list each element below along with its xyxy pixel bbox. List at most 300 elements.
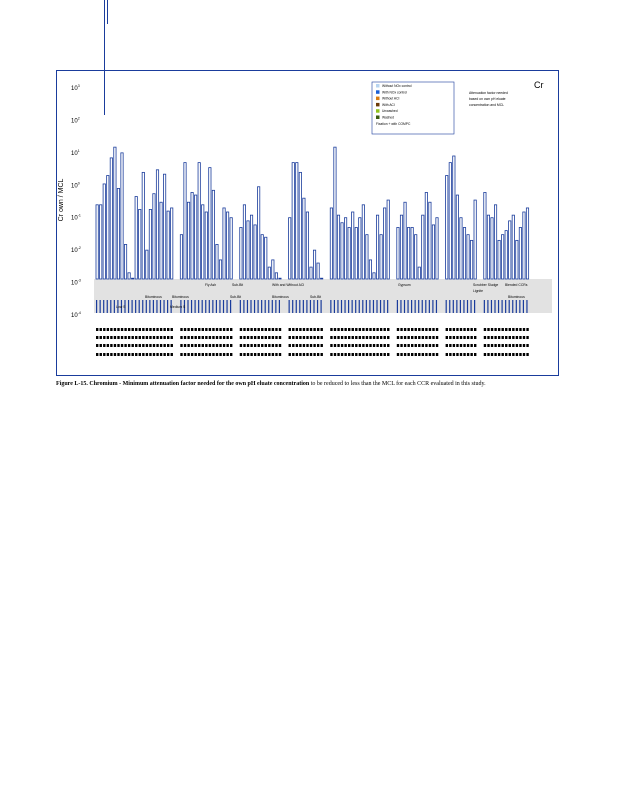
sample-code-mark (299, 336, 301, 339)
bar-base-tick (258, 300, 259, 313)
sample-code-mark (132, 328, 134, 331)
sample-code-mark (254, 328, 256, 331)
bar (142, 172, 144, 279)
bar-base-tick (310, 300, 311, 313)
caption-text: to be reduced to less than the MCL for each CCR evaluated in this study. (310, 381, 486, 387)
sample-code-mark (146, 328, 148, 331)
sample-code-mark (180, 344, 182, 347)
sample-code-mark (446, 344, 448, 347)
bar-base-tick (422, 300, 423, 313)
bar-base-tick (303, 300, 304, 313)
bar (275, 273, 277, 279)
sample-code-mark (359, 344, 361, 347)
sample-code-mark (373, 344, 375, 347)
sample-code-mark (299, 328, 301, 331)
group-label: Sub-Bit (232, 283, 244, 287)
legend-swatch (376, 97, 380, 101)
sample-code-mark (96, 353, 98, 356)
bar-base-tick (498, 300, 499, 313)
sample-code-mark (209, 344, 211, 347)
sample-code-mark (330, 344, 332, 347)
bar-base-tick (202, 300, 203, 313)
sample-code-mark (121, 336, 123, 339)
sample-code-mark (230, 328, 232, 331)
sample-code-mark (460, 336, 462, 339)
sample-code-mark (100, 344, 102, 347)
sample-code-mark (279, 353, 281, 356)
sample-code-mark (289, 336, 291, 339)
sample-code-mark (460, 328, 462, 331)
bar (195, 195, 197, 279)
bar-base-tick (484, 300, 485, 313)
sample-code-mark (247, 336, 249, 339)
bar (498, 240, 500, 279)
bar (212, 190, 214, 279)
sample-code-mark (279, 336, 281, 339)
group-label: Medium S (170, 305, 186, 309)
sample-code-mark (114, 336, 116, 339)
bar (272, 260, 274, 279)
sample-code-mark (268, 344, 270, 347)
bar (453, 156, 455, 279)
bar-base-tick (128, 300, 129, 313)
bar-base-tick (313, 300, 314, 313)
sample-code-mark (429, 336, 431, 339)
sample-code-mark (160, 344, 162, 347)
bar (512, 215, 514, 279)
sample-code-mark (317, 353, 319, 356)
sample-code-mark (146, 336, 148, 339)
sample-code-mark (303, 336, 305, 339)
sample-code-mark (400, 328, 402, 331)
sample-code-mark (310, 344, 312, 347)
bar-base-tick (289, 300, 290, 313)
group-label: Scrubber Sludge (473, 283, 499, 287)
sample-code-mark (187, 336, 189, 339)
bar-base-tick (355, 300, 356, 313)
y-tick-label: $10^0$ (71, 181, 80, 190)
bar (268, 267, 270, 279)
sample-code-mark (415, 336, 417, 339)
sample-code-mark (124, 344, 126, 347)
bar-base-tick (107, 300, 108, 313)
bar-base-tick (505, 300, 506, 313)
chart-title: Cr (534, 80, 544, 90)
sample-code-mark (292, 344, 294, 347)
sample-code-mark (160, 328, 162, 331)
bar (334, 147, 336, 279)
sample-code-mark (498, 344, 500, 347)
sample-code-mark (146, 353, 148, 356)
sample-code-mark (352, 353, 354, 356)
sample-code-mark (142, 344, 144, 347)
bar (153, 194, 155, 279)
bar (205, 212, 207, 279)
sample-code-mark (463, 336, 465, 339)
sample-code-mark (167, 344, 169, 347)
sample-code-mark (135, 336, 137, 339)
legend-label: Unwashed (382, 109, 398, 114)
sample-code-mark (369, 336, 371, 339)
sample-code-mark (512, 336, 514, 339)
sample-code-mark (139, 336, 141, 339)
sample-code-mark (142, 353, 144, 356)
bar-base-tick (163, 300, 164, 313)
annotation-line-3: concentration and MCL (469, 103, 505, 107)
bar (446, 176, 448, 279)
sample-code-mark (366, 336, 368, 339)
bar (494, 205, 496, 279)
bar-base-tick (219, 300, 220, 313)
bar (243, 205, 245, 279)
sample-code-mark (337, 328, 339, 331)
bar (299, 172, 301, 279)
sample-code-mark (243, 336, 245, 339)
group-label: Low S (116, 305, 126, 309)
bar (265, 237, 267, 279)
bar (306, 212, 308, 279)
sample-code-mark (306, 353, 308, 356)
bar (279, 278, 281, 279)
bar (487, 215, 489, 279)
sample-code-mark (449, 328, 451, 331)
sample-code-mark (230, 344, 232, 347)
sample-code-mark (135, 328, 137, 331)
sample-code-mark (117, 328, 119, 331)
sample-code-mark (387, 336, 389, 339)
sample-code-mark (268, 353, 270, 356)
bar-base-tick (334, 300, 335, 313)
sample-code-mark (167, 328, 169, 331)
sample-code-mark (198, 336, 200, 339)
sample-code-mark (509, 328, 511, 331)
sample-code-mark (205, 344, 207, 347)
sample-code-mark (230, 353, 232, 356)
sample-code-mark (446, 353, 448, 356)
bar (366, 235, 368, 279)
bar (449, 163, 451, 279)
sample-code-mark (376, 344, 378, 347)
y-tick-label: $10^2$ (71, 116, 80, 125)
bar (387, 200, 389, 279)
bar (418, 267, 420, 279)
bar (526, 208, 528, 279)
sample-code-mark (254, 336, 256, 339)
legend-swatch (376, 109, 380, 113)
sample-code-mark (240, 336, 242, 339)
bar-base-tick (474, 300, 475, 313)
sample-code-mark (453, 328, 455, 331)
bar (209, 168, 211, 279)
sample-code-mark (226, 344, 228, 347)
sample-code-mark (470, 336, 472, 339)
bar (463, 227, 465, 279)
bar (184, 163, 186, 279)
sample-code-mark (216, 328, 218, 331)
sample-code-mark (160, 336, 162, 339)
bar (216, 244, 218, 279)
sample-code-mark (407, 344, 409, 347)
sample-code-mark (156, 328, 158, 331)
bar-base-tick (456, 300, 457, 313)
sample-code-mark (487, 336, 489, 339)
sample-code-mark (289, 344, 291, 347)
sample-code-mark (272, 336, 274, 339)
sample-code-mark (470, 344, 472, 347)
sample-code-mark (436, 353, 438, 356)
sample-code-mark (505, 353, 507, 356)
sample-code-mark (460, 353, 462, 356)
sample-code-mark (453, 353, 455, 356)
bar (254, 225, 256, 279)
sample-code-mark (153, 353, 155, 356)
sample-code-mark (404, 336, 406, 339)
sample-code-mark (502, 353, 504, 356)
bar (376, 215, 378, 279)
bar-base-tick (195, 300, 196, 313)
sample-code-mark (250, 328, 252, 331)
sample-code-mark (344, 328, 346, 331)
sample-code-mark (467, 328, 469, 331)
sample-code-mark (240, 328, 242, 331)
sample-code-mark (195, 353, 197, 356)
bar (519, 227, 521, 279)
bar-base-tick (516, 300, 517, 313)
bar-base-tick (519, 300, 520, 313)
sample-code-mark (384, 336, 386, 339)
sample-code-mark (512, 344, 514, 347)
bar-base-tick (265, 300, 266, 313)
sample-code-mark (376, 328, 378, 331)
bar (505, 231, 507, 279)
sample-code-mark (310, 336, 312, 339)
sample-code-mark (289, 353, 291, 356)
sample-code-mark (171, 328, 173, 331)
bar (373, 273, 375, 279)
bar (404, 202, 406, 279)
sample-code-mark (124, 353, 126, 356)
bar (180, 235, 182, 279)
legend-swatch (376, 84, 380, 88)
bar (341, 223, 343, 279)
sample-code-mark (369, 344, 371, 347)
bar-base-tick (494, 300, 495, 313)
bar-base-tick (341, 300, 342, 313)
bar (219, 260, 221, 279)
sample-code-mark (467, 353, 469, 356)
sample-code-mark (212, 336, 214, 339)
sample-code-mark (226, 336, 228, 339)
bar-base-tick (139, 300, 140, 313)
sample-code-mark (352, 344, 354, 347)
sample-code-mark (156, 336, 158, 339)
bar-base-tick (407, 300, 408, 313)
bar-base-tick (279, 300, 280, 313)
sample-code-mark (400, 353, 402, 356)
bar-base-tick (487, 300, 488, 313)
legend-label: Fixation + with COMPC (376, 121, 411, 126)
sample-code-mark (299, 344, 301, 347)
sample-code-mark (219, 344, 221, 347)
sample-code-mark (523, 353, 525, 356)
bar-base-tick (268, 300, 269, 313)
bar-base-tick (135, 300, 136, 313)
sample-code-mark (149, 344, 151, 347)
sample-code-mark (103, 344, 105, 347)
sample-code-mark (362, 344, 364, 347)
bar-base-tick (292, 300, 293, 313)
legend-label: Without ACI (382, 96, 400, 101)
bar-base-tick (526, 300, 527, 313)
bar-base-tick (261, 300, 262, 313)
sample-code-mark (117, 353, 119, 356)
sample-code-mark (387, 353, 389, 356)
bar (114, 147, 116, 279)
sample-code-mark (341, 328, 343, 331)
sample-code-mark (397, 353, 399, 356)
bar-base-tick (429, 300, 430, 313)
bar (163, 174, 165, 279)
sample-code-mark (487, 328, 489, 331)
bar (436, 218, 438, 279)
bar-base-tick (254, 300, 255, 313)
sample-code-mark (272, 344, 274, 347)
sample-code-mark (128, 328, 130, 331)
bar (110, 158, 112, 279)
sample-code-mark (418, 353, 420, 356)
sample-code-mark (117, 336, 119, 339)
sample-code-mark (432, 336, 434, 339)
sample-code-mark (456, 353, 458, 356)
caption-title: Chromium - Minimum attenuation factor needed for the own pH eluate concentration (89, 381, 310, 387)
sample-code-mark (400, 344, 402, 347)
bar (432, 225, 434, 279)
legend-swatch (376, 103, 380, 107)
bar (397, 227, 399, 279)
sample-code-mark (275, 336, 277, 339)
sample-code-mark (156, 353, 158, 356)
bar (470, 240, 472, 279)
group-label: Bituminous (145, 295, 162, 299)
bar (422, 215, 424, 279)
sample-code-mark (491, 328, 493, 331)
sample-code-mark (436, 336, 438, 339)
bar-base-tick (212, 300, 213, 313)
sample-code-mark (142, 328, 144, 331)
sample-code-mark (446, 336, 448, 339)
sample-code-mark (474, 344, 476, 347)
sample-code-mark (163, 344, 165, 347)
sample-code-mark (484, 336, 486, 339)
sample-code-mark (509, 336, 511, 339)
sample-code-mark (523, 328, 525, 331)
sample-code-mark (344, 353, 346, 356)
sample-code-mark (487, 353, 489, 356)
bar-base-tick (160, 300, 161, 313)
sample-code-mark (348, 336, 350, 339)
sample-code-mark (292, 353, 294, 356)
sample-code-mark (272, 353, 274, 356)
sample-code-mark (223, 336, 225, 339)
group-label: Bituminous (508, 295, 525, 299)
sample-code-mark (254, 344, 256, 347)
sample-code-mark (212, 353, 214, 356)
sample-code-mark (436, 328, 438, 331)
bar-base-tick (153, 300, 154, 313)
sample-code-mark (128, 353, 130, 356)
sample-code-mark (243, 344, 245, 347)
sample-code-mark (429, 328, 431, 331)
sample-code-mark (219, 328, 221, 331)
sample-code-mark (505, 328, 507, 331)
sample-code-mark (110, 336, 112, 339)
sample-code-mark (348, 344, 350, 347)
bar-base-tick (418, 300, 419, 313)
sample-code-mark (494, 328, 496, 331)
sample-code-mark (296, 353, 298, 356)
sample-code-mark (212, 344, 214, 347)
bar (384, 208, 386, 279)
annotation-line-2: based on own pH eluate (469, 97, 506, 101)
group-label: Bituminous (272, 295, 289, 299)
sample-code-mark (422, 344, 424, 347)
sample-code-mark (265, 328, 267, 331)
bar (100, 205, 102, 279)
bar (296, 163, 298, 279)
sample-code-mark (124, 336, 126, 339)
bar (380, 235, 382, 279)
bar-base-tick (344, 300, 345, 313)
sample-code-mark (153, 328, 155, 331)
sample-code-mark (526, 344, 528, 347)
sample-code-mark (334, 328, 336, 331)
sample-code-mark (198, 328, 200, 331)
bar (117, 188, 119, 279)
bar-base-tick (453, 300, 454, 313)
sample-code-mark (303, 344, 305, 347)
sample-code-mark (512, 353, 514, 356)
sample-code-mark (344, 336, 346, 339)
sample-code-mark (212, 328, 214, 331)
sample-code-mark (250, 344, 252, 347)
sample-code-mark (519, 344, 521, 347)
sample-code-mark (373, 353, 375, 356)
bar (223, 208, 225, 279)
sample-code-mark (355, 353, 357, 356)
sample-code-mark (306, 344, 308, 347)
sample-code-mark (456, 328, 458, 331)
bar-base-tick (187, 300, 188, 313)
bar-base-tick (230, 300, 231, 313)
sample-code-mark (258, 328, 260, 331)
sample-code-mark (355, 344, 357, 347)
sample-code-mark (243, 328, 245, 331)
bar (171, 208, 173, 279)
sample-code-mark (509, 344, 511, 347)
sample-code-mark (387, 328, 389, 331)
sample-code-mark (407, 328, 409, 331)
bar-base-tick (243, 300, 244, 313)
sample-code-mark (317, 344, 319, 347)
bar-base-tick (404, 300, 405, 313)
bar (198, 163, 200, 279)
bar (369, 260, 371, 279)
bar-base-tick (114, 300, 115, 313)
sample-code-mark (96, 344, 98, 347)
sample-code-mark (526, 336, 528, 339)
bar-base-tick (240, 300, 241, 313)
bar-base-tick (156, 300, 157, 313)
